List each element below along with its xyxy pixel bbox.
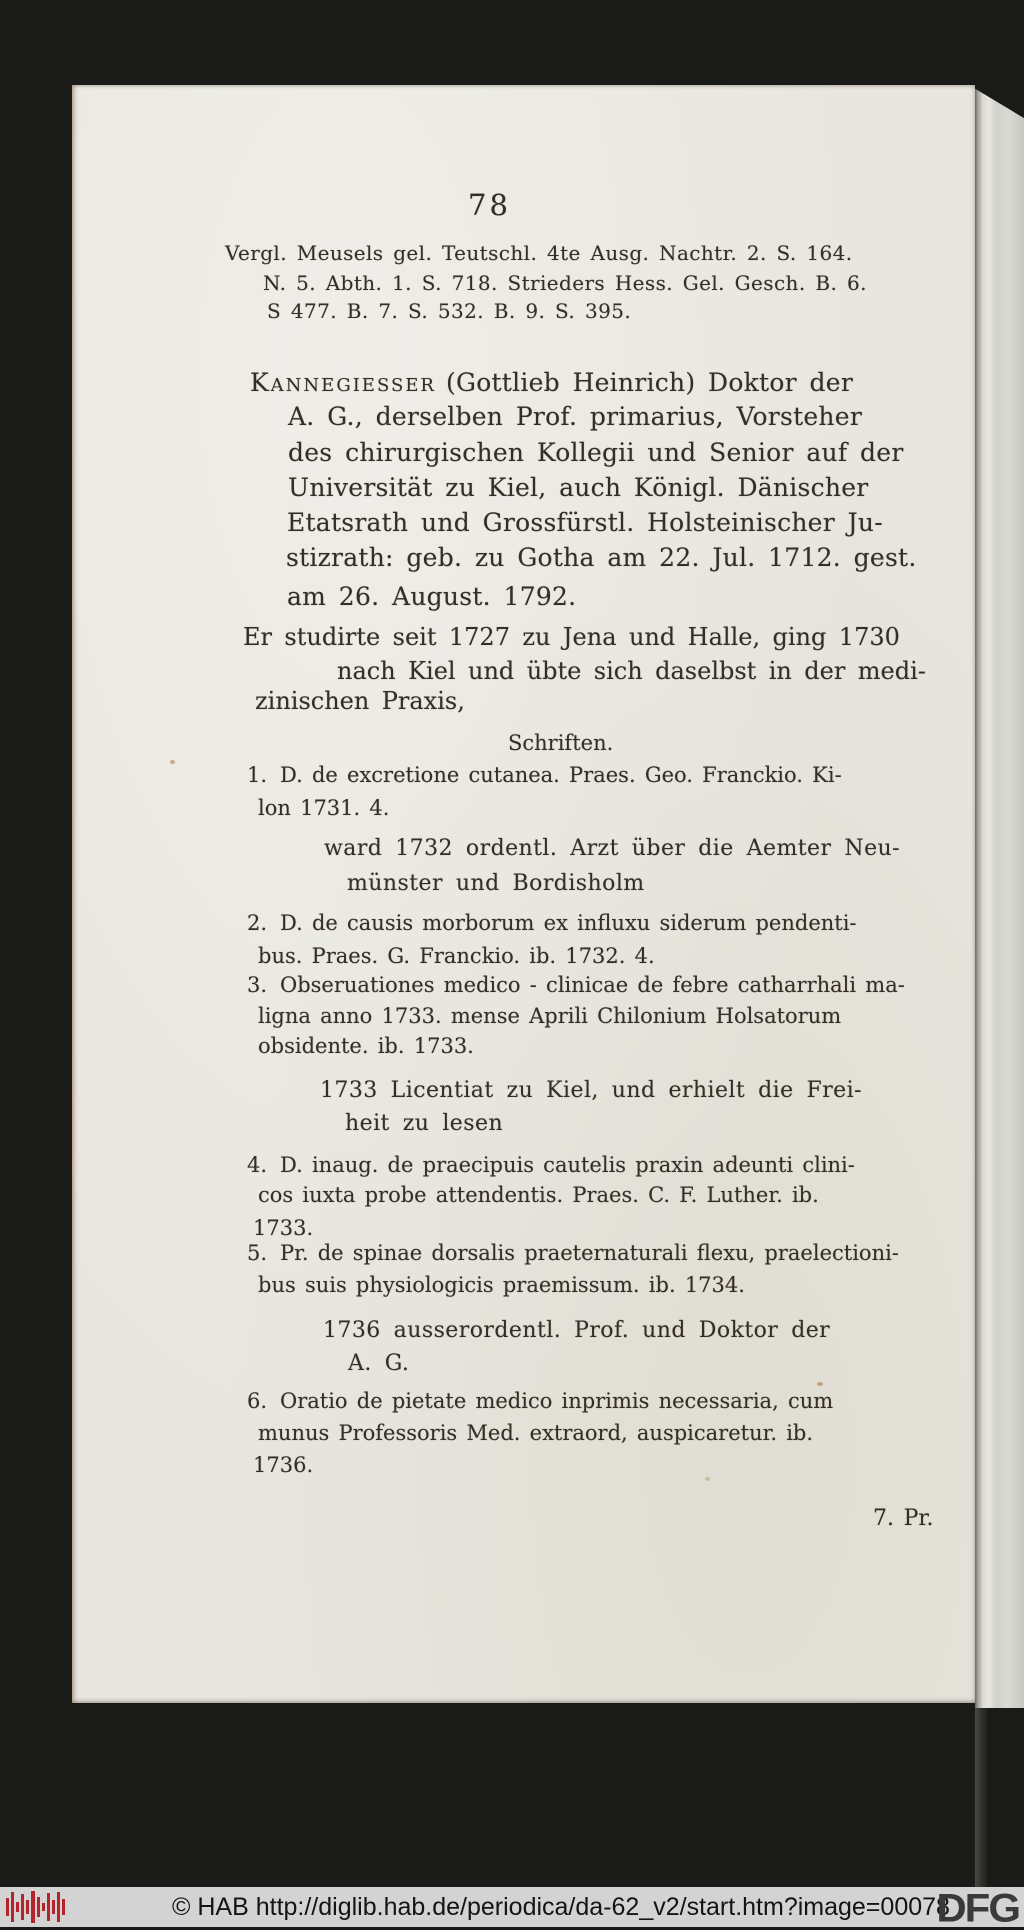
work-text: Oratio de pietate medico inprimis necessaria, cum (280, 1389, 834, 1413)
work-line: 1733. (253, 1216, 314, 1240)
work-line: munus Professoris Med. extraord, auspicaretur. ib. (258, 1421, 814, 1445)
copyright-url: © HAB http://diglib.hab.de/periodica/da-62_v2/start.htm?image=00078 (172, 1893, 950, 1921)
entry-name-line (250, 368, 853, 397)
entry-line: Etatsrath und Grossfürstl. Holsteinischer Ju- (287, 508, 883, 537)
work-text: D. de excretione cutanea. Praes. Geo. Franckio. Ki- (280, 763, 842, 787)
career-note-line: 1733 Licentiat zu Kiel, und erhielt die Frei- (320, 1078, 862, 1103)
work-line: bus suis physiologicis praemissum. ib. 1734. (258, 1273, 745, 1297)
work-text: Obseruationes medico - clinicae de febre catharrhali ma- (280, 973, 905, 997)
entry-person-name: Kannegiesser (250, 368, 436, 397)
work-line: cos iuxta probe attendentis. Praes. C. F. Luther. ib. (258, 1183, 819, 1207)
book-edge-strip (975, 86, 1024, 1708)
career-note-line: 1736 ausserordentl. Prof. und Doktor der (323, 1318, 831, 1343)
scanned-page (72, 85, 975, 1703)
work-line: obsidente. ib. 1733. (258, 1034, 474, 1058)
work-line: lon 1731. 4. (258, 796, 390, 820)
catchword: 7. Pr. (873, 1506, 934, 1531)
work-number: 6. (247, 1389, 268, 1413)
work-item-first-line (247, 973, 905, 997)
work-line: 1736. (253, 1453, 314, 1477)
header-reference-line: Vergl. Meusels gel. Teutschl. 4te Ausg. Nachtr. 2. S. 164. (225, 241, 853, 265)
work-number: 5. (247, 1241, 268, 1265)
career-note-line: ward 1732 ordentl. Arzt über die Aemter Neu- (324, 836, 901, 861)
section-heading: Schriften. (508, 731, 614, 755)
work-line: ligna anno 1733. mense Aprili Chilonium Holsatorum (258, 1004, 842, 1028)
work-number: 2. (247, 911, 268, 935)
work-item-first-line (247, 1153, 855, 1177)
entry-line: Universität zu Kiel, auch Königl. Dänischer (288, 473, 869, 502)
career-note-line: münster und Bordisholm (347, 871, 645, 896)
work-item-first-line (247, 763, 842, 787)
entry-line: A. G., derselben Prof. primarius, Vorsteher (288, 402, 863, 431)
work-item-first-line (247, 1389, 833, 1413)
biography-line: nach Kiel und übte sich daselbst in der medi- (337, 657, 926, 685)
entry-name-line-rest: (Gottlieb Heinrich) Doktor der (445, 368, 854, 397)
dfg-logo: DFG (936, 1885, 1019, 1930)
career-note-line: A. G. (348, 1351, 410, 1376)
work-item-first-line (247, 911, 857, 935)
biography-line: zinischen Praxis, (255, 687, 465, 715)
header-reference-line: S 477. B. 7. S. 532. B. 9. S. 395. (267, 299, 632, 323)
work-item-first-line (247, 1241, 899, 1265)
header-reference-line: N. 5. Abth. 1. S. 718. Strieders Hess. Gel. Gesch. B. 6. (263, 271, 867, 295)
paper-speck (705, 1477, 710, 1481)
work-text: Pr. de spinae dorsalis praeternaturali flexu, praelectioni- (280, 1241, 899, 1265)
work-line: bus. Praes. G. Franckio. ib. 1732. 4. (258, 944, 655, 968)
book-edge-lower-shadow (975, 1708, 987, 1888)
work-text: D. de causis morborum ex influxu siderum pendenti- (280, 911, 857, 935)
paper-speck (170, 760, 175, 764)
entry-line: am 26. August. 1792. (287, 582, 577, 611)
entry-line: stizrath: geb. zu Gotha am 22. Jul. 1712. gest. (286, 543, 917, 572)
biography-line: Er studirte seit 1727 zu Jena und Halle, ging 1730 (243, 623, 900, 651)
work-text: D. inaug. de praecipuis cautelis praxin adeunti clini- (280, 1153, 855, 1177)
work-number: 1. (247, 763, 268, 787)
work-number: 3. (247, 973, 268, 997)
entry-line: des chirurgischen Kollegii und Senior auf der (288, 438, 904, 467)
viewer-footer (0, 1885, 1024, 1930)
paper-speck (817, 1382, 823, 1386)
page-number: 78 (468, 188, 511, 222)
hab-logo-icon (5, 1890, 67, 1924)
career-note-line: heit zu lesen (345, 1111, 504, 1136)
work-number: 4. (247, 1153, 268, 1177)
